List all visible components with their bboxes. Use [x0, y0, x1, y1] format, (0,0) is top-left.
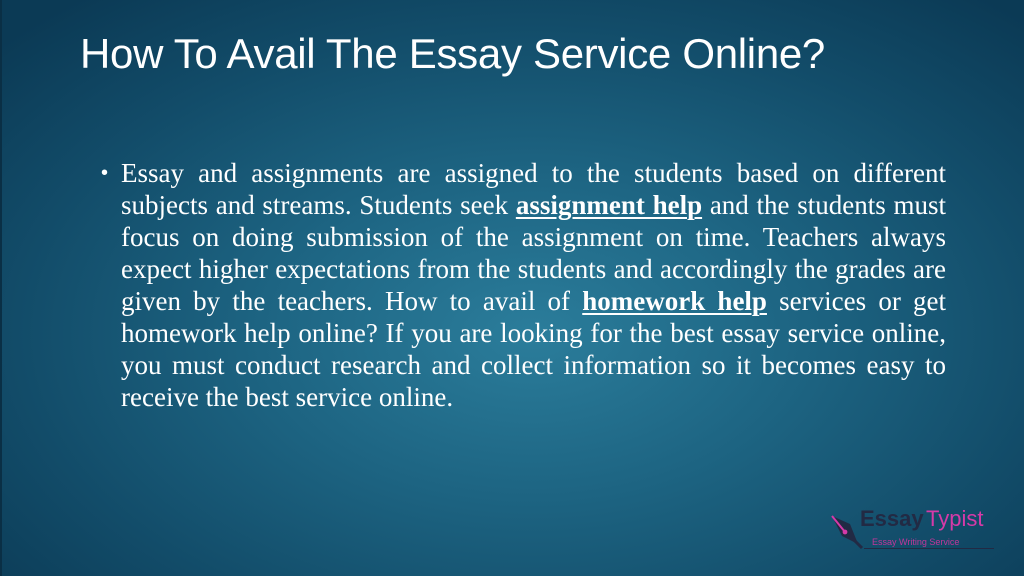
- bullet-text-part-3: services or get homework help online? If you are looking for the best essay service online, you must conduct research and collect information so it becomes easy to receive the best service online.: [121, 286, 946, 412]
- assignment-help-link[interactable]: assignment help: [515, 190, 703, 220]
- logo-underline: [864, 548, 994, 549]
- bullet-list: [98, 157, 946, 413]
- bullet-item: [98, 157, 946, 413]
- homework-help-link[interactable]: homework help: [582, 286, 767, 316]
- bullet-marker: •: [101, 162, 109, 184]
- essay-typist-logo: [828, 506, 998, 552]
- slide-title: How To Avail The Essay Service Online?: [80, 30, 825, 77]
- logo-word-essay: Essay: [860, 506, 924, 531]
- logo-word-typist: Typist: [926, 506, 984, 531]
- logo-tagline: Essay Writing Service: [872, 537, 960, 547]
- bullet-text-part-1: Essay and assignments are assigned to the students based on different subjects and streams. Students seek: [121, 158, 946, 220]
- bullet-text-part-2: and the students must focus on doing submission of the assignment on time. Teachers always expect higher expectations from the students and accordingly the grades are given by the teachers. How to avail of: [121, 190, 946, 316]
